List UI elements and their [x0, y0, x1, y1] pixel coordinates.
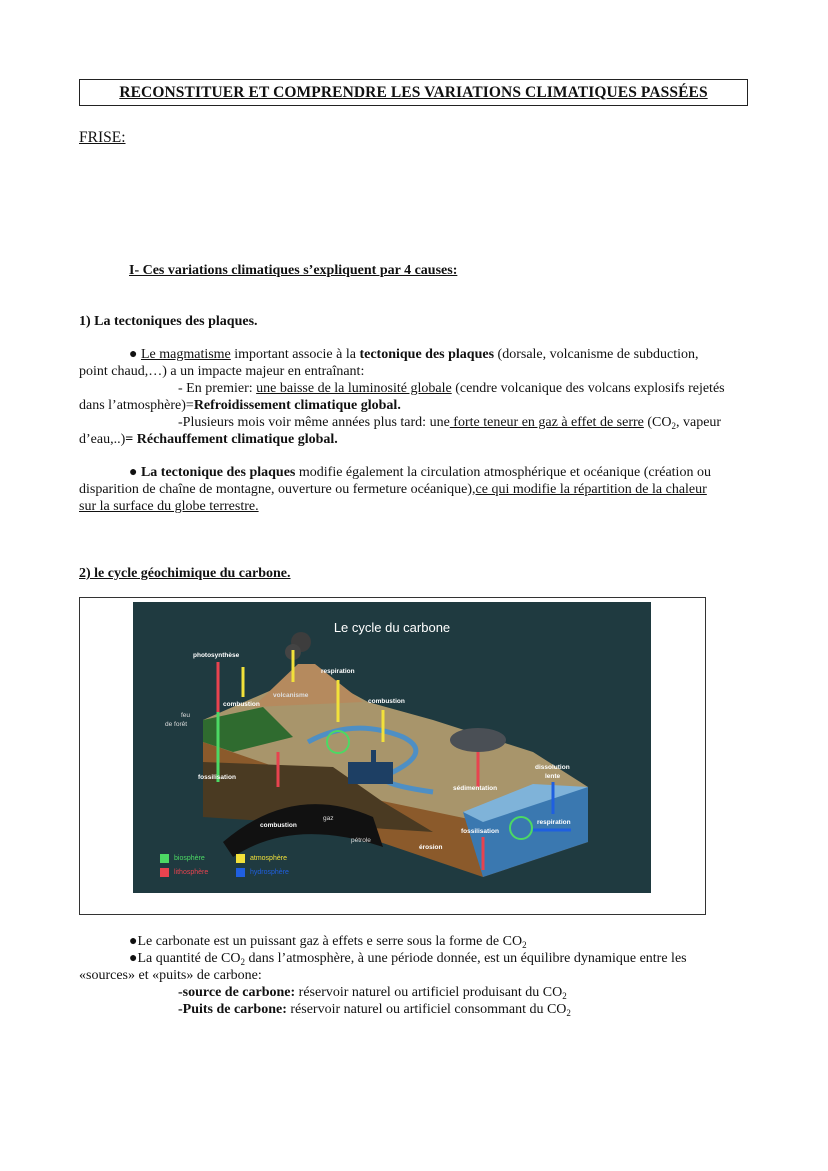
sub1-heading: 1) La tectoniques des plaques.	[79, 314, 258, 329]
label-respiration: respiration	[321, 668, 355, 675]
text: (cendre volcanique des volcans explosifs rejetés	[451, 381, 725, 396]
paragraph-magmatisme-line3	[178, 380, 725, 397]
paragraph-magmatisme-line4	[79, 397, 401, 414]
carbon-cycle-illustration	[133, 602, 651, 893]
legend-atmosphere: atmosphère	[250, 855, 287, 862]
text-puits: -Puits de carbone:	[178, 1002, 287, 1017]
text-rechauffement: = Réchauffement climatique global.	[125, 432, 338, 447]
subscript: 2	[566, 1008, 571, 1018]
text: ●Le carbonate est un puissant gaz à effets e serre sous la forme de CO	[129, 934, 523, 949]
bottom-bullet-2-line2: «sources» et «puits» de carbone:	[79, 968, 262, 983]
label-fossilisation: fossilisation	[461, 828, 499, 835]
label-feu: feu	[181, 712, 191, 719]
bullet: ●	[129, 465, 141, 480]
text: dans l’atmosphère)=	[79, 398, 194, 413]
paragraph-magmatisme-line6	[79, 431, 338, 448]
factory	[348, 762, 393, 784]
subscript: 2	[240, 957, 245, 967]
diagram-title: Le cycle du carbone	[333, 620, 451, 635]
text: modifie également la circulation atmosphérique et océanique (création ou	[295, 465, 711, 480]
text: (CO	[643, 415, 672, 430]
text: disparition de chaîne de montagne, ouverture ou fermeture océanique),	[79, 482, 476, 497]
label-petrole: pétrole	[351, 837, 371, 844]
label-lente: lente	[545, 773, 561, 780]
label-combustion: combustion	[223, 701, 260, 708]
legend-lithosphere: lithosphère	[174, 869, 209, 876]
text: -Plusieurs mois voir même années plus tard: une	[178, 415, 450, 430]
text: d’eau,..)	[79, 432, 126, 447]
paragraph-tectonique-line1	[129, 464, 711, 481]
text-luminosite: une baisse de la luminosité globale	[256, 381, 452, 396]
text: réservoir naturel ou artificiel produisant du CO	[295, 985, 563, 1000]
label-gaz: gaz	[323, 815, 334, 822]
text-magmatisme: Le magmatisme	[140, 347, 231, 362]
paragraph-magmatisme-line2: point chaud,…) a un impacte majeur en entraînant:	[79, 364, 365, 379]
section1-heading: I- Ces variations climatiques s’expliquent par 4 causes:	[129, 263, 458, 278]
bottom-bullet-1	[129, 933, 527, 950]
puits-carbone-line	[178, 1001, 571, 1018]
label-de-foret: de forêt	[165, 721, 188, 728]
paragraph-magmatisme-line5	[178, 414, 721, 431]
paragraph-tectonique-line3: sur la surface du globe terrestre.	[79, 499, 259, 514]
bottom-bullet-2-line1	[129, 950, 687, 967]
text: réservoir naturel ou artificiel consommant du CO	[286, 1002, 567, 1017]
page-title: RECONSTITUER ET COMPRENDRE LES VARIATIONS CLIMATIQUES PASSÉES	[119, 83, 708, 101]
carbon-cycle-diagram	[133, 602, 651, 893]
text-repartition: ce qui modifie la répartition de la chaleur	[475, 482, 707, 497]
label-fossilisation: fossilisation	[198, 774, 236, 781]
text-tectonique: La tectonique des plaques	[140, 465, 296, 480]
legend-swatch-lithosphere	[160, 868, 169, 877]
legend-swatch-biosphere	[160, 854, 169, 863]
legend-swatch-atmosphere	[236, 854, 245, 863]
source-carbone-line	[178, 984, 567, 1001]
label-erosion: érosion	[419, 844, 443, 851]
text: dans l’atmosphère, à une période donnée, est un équilibre dynamique entre les	[244, 951, 687, 966]
subscript: 2	[671, 421, 676, 431]
legend-hydrosphere: hydrosphère	[250, 869, 289, 876]
factory-chimney	[371, 750, 376, 764]
text: ●La quantité de CO	[129, 951, 241, 966]
text-gaz-serre: forte teneur en gaz à effet de serre	[449, 415, 644, 430]
label-photosynthese: photosynthèse	[193, 652, 240, 659]
text: (dorsale, volcanisme de subduction,	[494, 347, 699, 362]
text: - En premier:	[178, 381, 257, 396]
subscript: 2	[562, 991, 567, 1001]
text-refroidissement: Refroidissement climatique global.	[193, 398, 401, 413]
bullet: ●	[129, 347, 141, 362]
label-respiration: respiration	[537, 819, 571, 826]
rain-cloud	[450, 728, 506, 752]
sub2-heading: 2) le cycle géochimique du carbone.	[79, 566, 291, 581]
subscript: 2	[522, 940, 527, 950]
text: important associe à la	[230, 347, 360, 362]
label-combustion: combustion	[368, 698, 405, 705]
legend-biosphere: biosphère	[174, 855, 205, 862]
paragraph-magmatisme-line1	[129, 346, 699, 363]
frise-label: FRISE:	[79, 129, 126, 146]
legend-swatch-hydrosphere	[236, 868, 245, 877]
label-combustion: combustion	[260, 822, 297, 829]
title-box	[79, 79, 748, 106]
text: , vapeur	[676, 415, 722, 430]
label-volcanisme: volcanisme	[273, 692, 309, 699]
label-sedimentation: sédimentation	[453, 785, 498, 792]
text-source: -source de carbone:	[178, 985, 296, 1000]
paragraph-tectonique-line2	[79, 481, 707, 498]
text-tectonique: tectonique des plaques	[359, 347, 495, 362]
label-dissolution: dissolution	[535, 764, 570, 771]
